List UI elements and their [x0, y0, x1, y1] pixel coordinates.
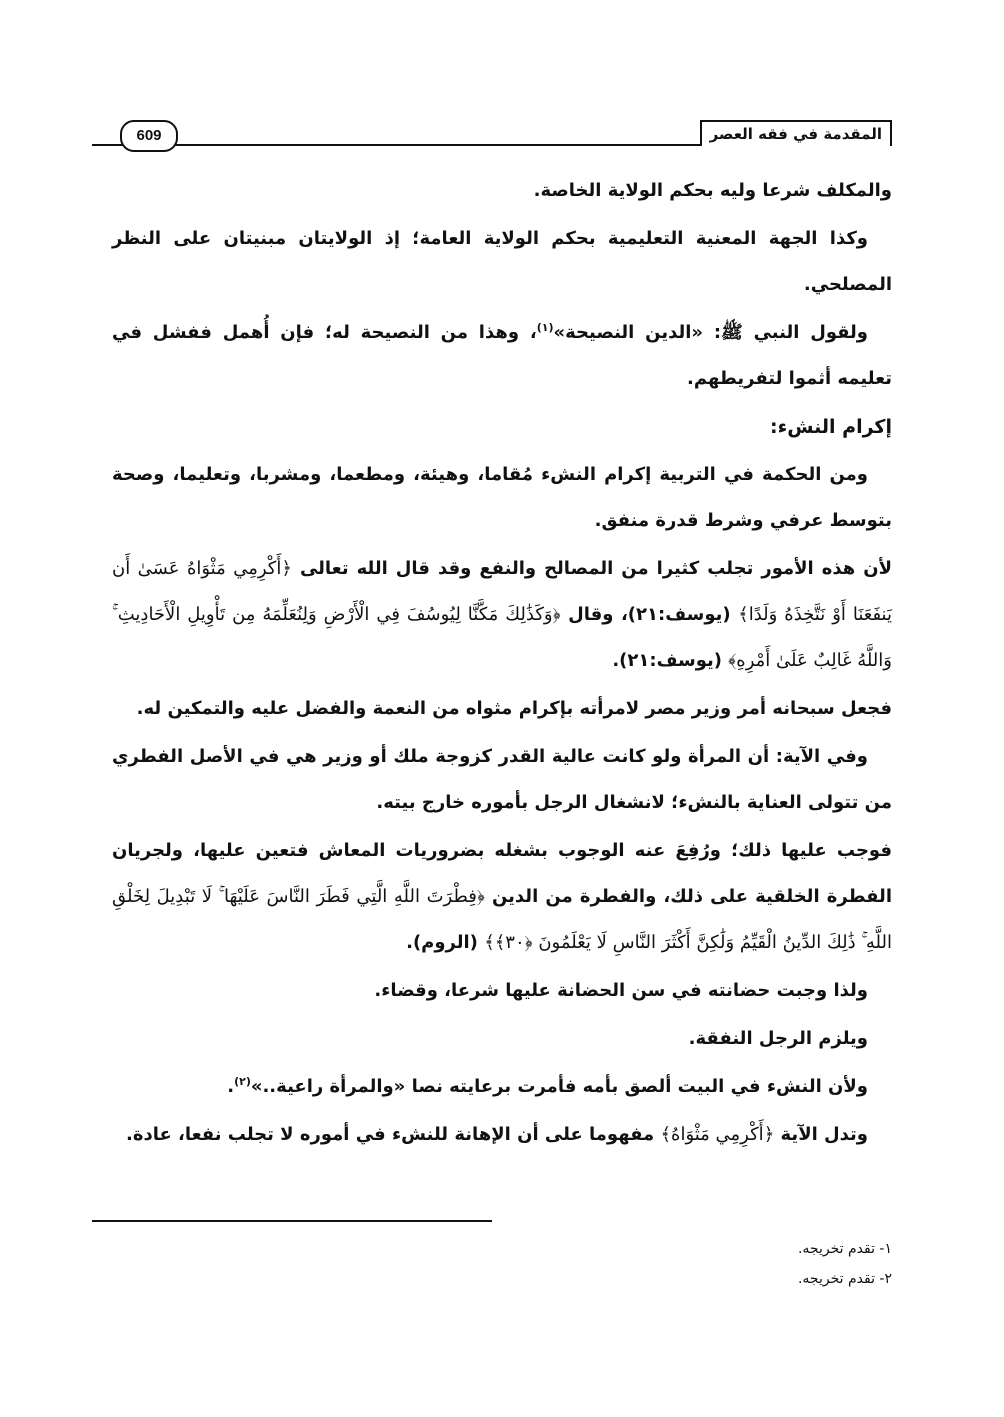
footnotes — [112, 1234, 892, 1294]
footnote-item: ٢- تقدم تخريجه. — [797, 1271, 892, 1287]
paragraph — [112, 546, 892, 684]
paragraph: ويلزم الرجل النفقة. — [688, 1028, 868, 1049]
quran-verse: ﴿وَكَذَٰلِكَ مَكَّنَّا لِيُوسُفَ فِي الْأَرْضِ وَلِنُعَلِّمَهُ مِن تَأْوِيلِ الْأَحَادِيثِ ۚ وَاللَّهُ غَالِبٌ عَلَىٰ أَمْرِهِ﴾ — [112, 604, 892, 671]
paragraph: وفي الآية: أن المرأة ولو كانت عالية القدر كزوجة ملك أو وزير هي في الأصل الفطري من تتولى العناية بالنشء؛ لانشغال الرجل بأموره خارج بيته. — [112, 746, 892, 813]
paragraph — [112, 828, 892, 966]
quran-verse: ﴿أَكْرِمِي مَثْوَاهُ عَسَىٰ أَن يَنفَعَنَا أَوْ نَتَّخِذَهُ وَلَدًا﴾ — [112, 558, 892, 625]
paragraph-text: ولأن النشء في البيت ألصق بأمه فأمرت برعايته نصا «والمرأة راعية..» — [250, 1076, 868, 1097]
verse-reference: (يوسف:٢١). — [612, 650, 723, 671]
footnote-item: ١- تقدم تخريجه. — [797, 1241, 892, 1257]
page-body — [112, 168, 892, 1160]
paragraph: ولذا وجبت حضانته في سن الحضانة عليها شرعا، وقضاء. — [374, 980, 868, 1001]
paragraph-text: فوجب عليها ذلك؛ ورُفِعَ عنه الوجوب بشغله بضروريات المعاش فتعين عليها، ولجريان الفطرة الخلقية على ذلك، والفطرة من الدين — [112, 840, 892, 907]
paragraph: وكذا الجهة المعنية التعليمية بحكم الولاية العامة؛ إذ الولايتان مبنيتان على النظر المصلحي. — [112, 228, 892, 295]
footnote-marker[interactable]: (١) — [536, 321, 554, 334]
paragraph-text: وتدل الآية — [780, 1124, 868, 1145]
quran-verse: ﴿أَكْرِمِي مَثْوَاهُ﴾ — [660, 1124, 775, 1145]
verse-reference: (الروم). — [406, 932, 478, 953]
paragraph — [112, 310, 892, 402]
paragraph — [112, 1064, 892, 1110]
footnote-separator — [92, 1220, 492, 1222]
paragraph: ومن الحكمة في التربية إكرام النشء مُقاما، وهيئة، ومطعما، ومشربا، وتعليما، وصحة بتوسط عرفي وشرط قدرة منفق. — [112, 464, 892, 531]
quran-verse: ﴿فِطْرَتَ اللَّهِ الَّتِي فَطَرَ النَّاسَ عَلَيْهَا ۚ لَا تَبْدِيلَ لِخَلْقِ اللَّهِ ۚ ذَٰلِكَ الدِّينُ الْقَيِّمُ وَلَٰكِنَّ أَكْثَرَ النَّاسِ لَا يَعْلَمُونَ ﴿٣٠﴾﴾ — [112, 886, 892, 953]
paragraph-text: لأن هذه الأمور تجلب كثيرا من المصالح والنفع وقد قال الله تعالى — [299, 558, 892, 579]
paragraph-text: . — [227, 1076, 235, 1097]
page-number: 609 — [120, 120, 178, 152]
footnote-marker[interactable]: (٢) — [234, 1075, 251, 1088]
running-title: المقدمة في فقه العصر — [700, 120, 892, 146]
paragraph: والمكلف شرعا وليه بحكم الولاية الخاصة. — [533, 180, 892, 201]
paragraph: فجعل سبحانه أمر وزير مصر لامرأته بإكرام مثواه من النعمة والفضل عليه والتمكين له. — [136, 698, 892, 719]
verse-reference: (يوسف:٢١)، وقال — [568, 604, 731, 625]
section-heading: إكرام النشء: — [769, 416, 892, 438]
hadith-text: ولقول النبي ﷺ: «الدين النصيحة» — [553, 322, 868, 343]
paragraph-text: مفهوما على أن الإهانة للنشء في أموره لا تجلب نفعا، عادة. — [126, 1124, 655, 1145]
paragraph-text: ، وهذا من النصيحة له؛ فإن أُهمل ففشل في تعليمه أثموا لتفريطهم. — [112, 322, 892, 389]
page-header — [92, 112, 892, 152]
paragraph — [112, 1112, 892, 1158]
